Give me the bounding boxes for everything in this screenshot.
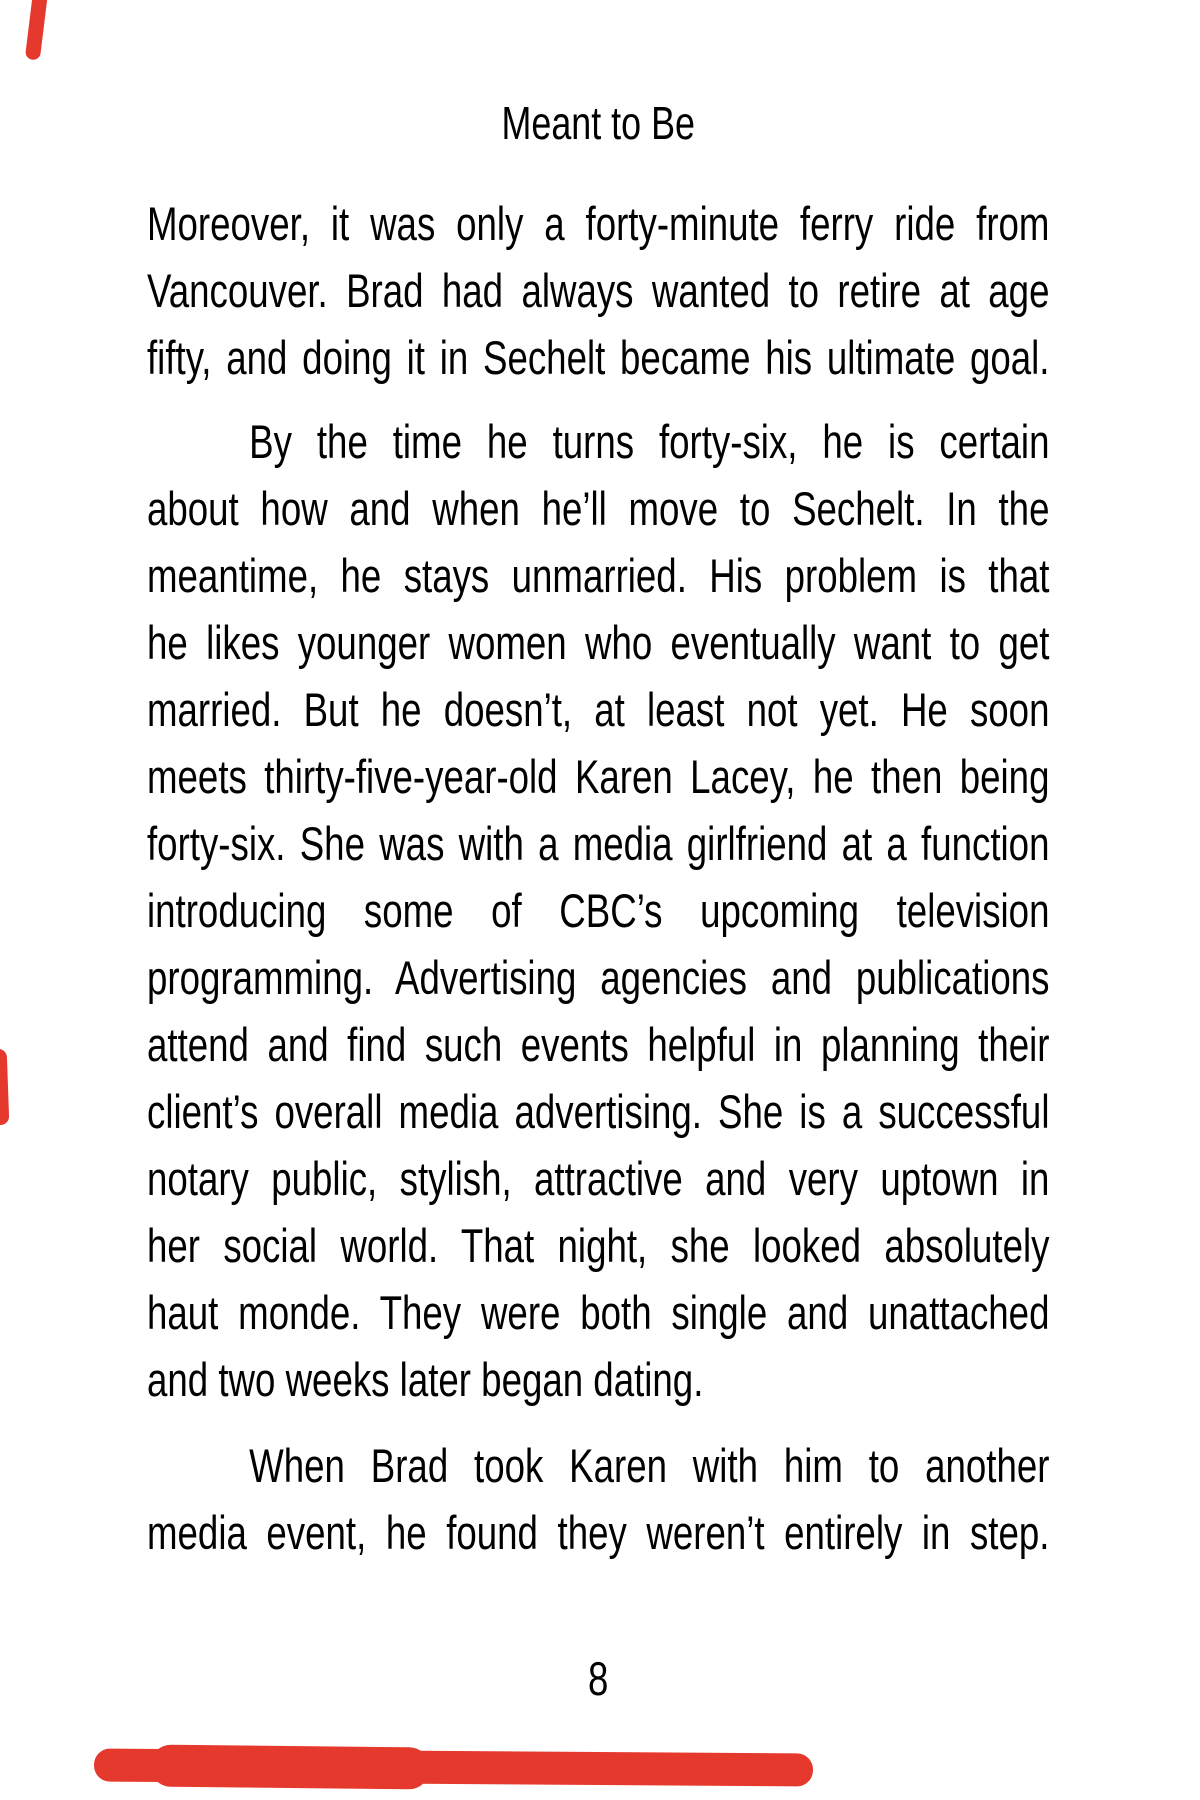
text-line: introducing some of CBC’s upcoming television	[147, 884, 1050, 937]
text-line: notary public, stylish, attractive and very uptown in	[147, 1152, 1050, 1205]
paragraph	[147, 190, 1049, 391]
text-line: about how and when he’ll move to Sechelt. In the	[147, 482, 1050, 535]
text-line: he likes younger women who eventually want to get	[147, 616, 1050, 669]
text-line: programming. Advertising agencies and publications	[147, 951, 1050, 1004]
paragraph	[147, 1432, 1049, 1566]
paragraph	[147, 408, 1049, 1413]
text-line: forty-six. She was with a media girlfriend at a function	[147, 817, 1050, 870]
text-block	[147, 0, 1049, 1712]
text-line: haut monde. They were both single and unattached	[147, 1286, 1050, 1339]
text-line: Vancouver. Brad had always wanted to retire at age	[147, 264, 1050, 317]
text-line: media event, he found they weren’t entirely in step.	[147, 1506, 1050, 1559]
red-pen-mark-bottom-thick	[150, 1745, 430, 1790]
text-line: Moreover, it was only a forty-minute ferry ride from	[147, 197, 1050, 250]
text-line: client’s overall media advertising. She is a successful	[147, 1085, 1050, 1138]
text-line: attend and find such events helpful in planning their	[147, 1018, 1050, 1071]
text-line: meantime, he stays unmarried. His problem is that	[147, 549, 1050, 602]
text-line: fifty, and doing it in Sechelt became his ultimate goal.	[147, 331, 1050, 384]
text-line: By the time he turns forty-six, he is certain	[249, 415, 1050, 468]
text-line: When Brad took Karen with him to another	[249, 1439, 1050, 1492]
page-number: 8	[588, 1652, 609, 1705]
red-pen-mark-top-left	[25, 0, 48, 61]
red-pen-mark-left-edge	[0, 1049, 9, 1126]
text-line: and two weeks later began dating.	[147, 1353, 704, 1406]
text-line: married. But he doesn’t, at least not yet. He soon	[147, 683, 1050, 736]
text-line: her social world. That night, she looked absolutely	[147, 1219, 1050, 1272]
text-line: meets thirty-five-year-old Karen Lacey, he then being	[147, 750, 1050, 803]
page-header-title: Meant to Be	[501, 97, 695, 149]
